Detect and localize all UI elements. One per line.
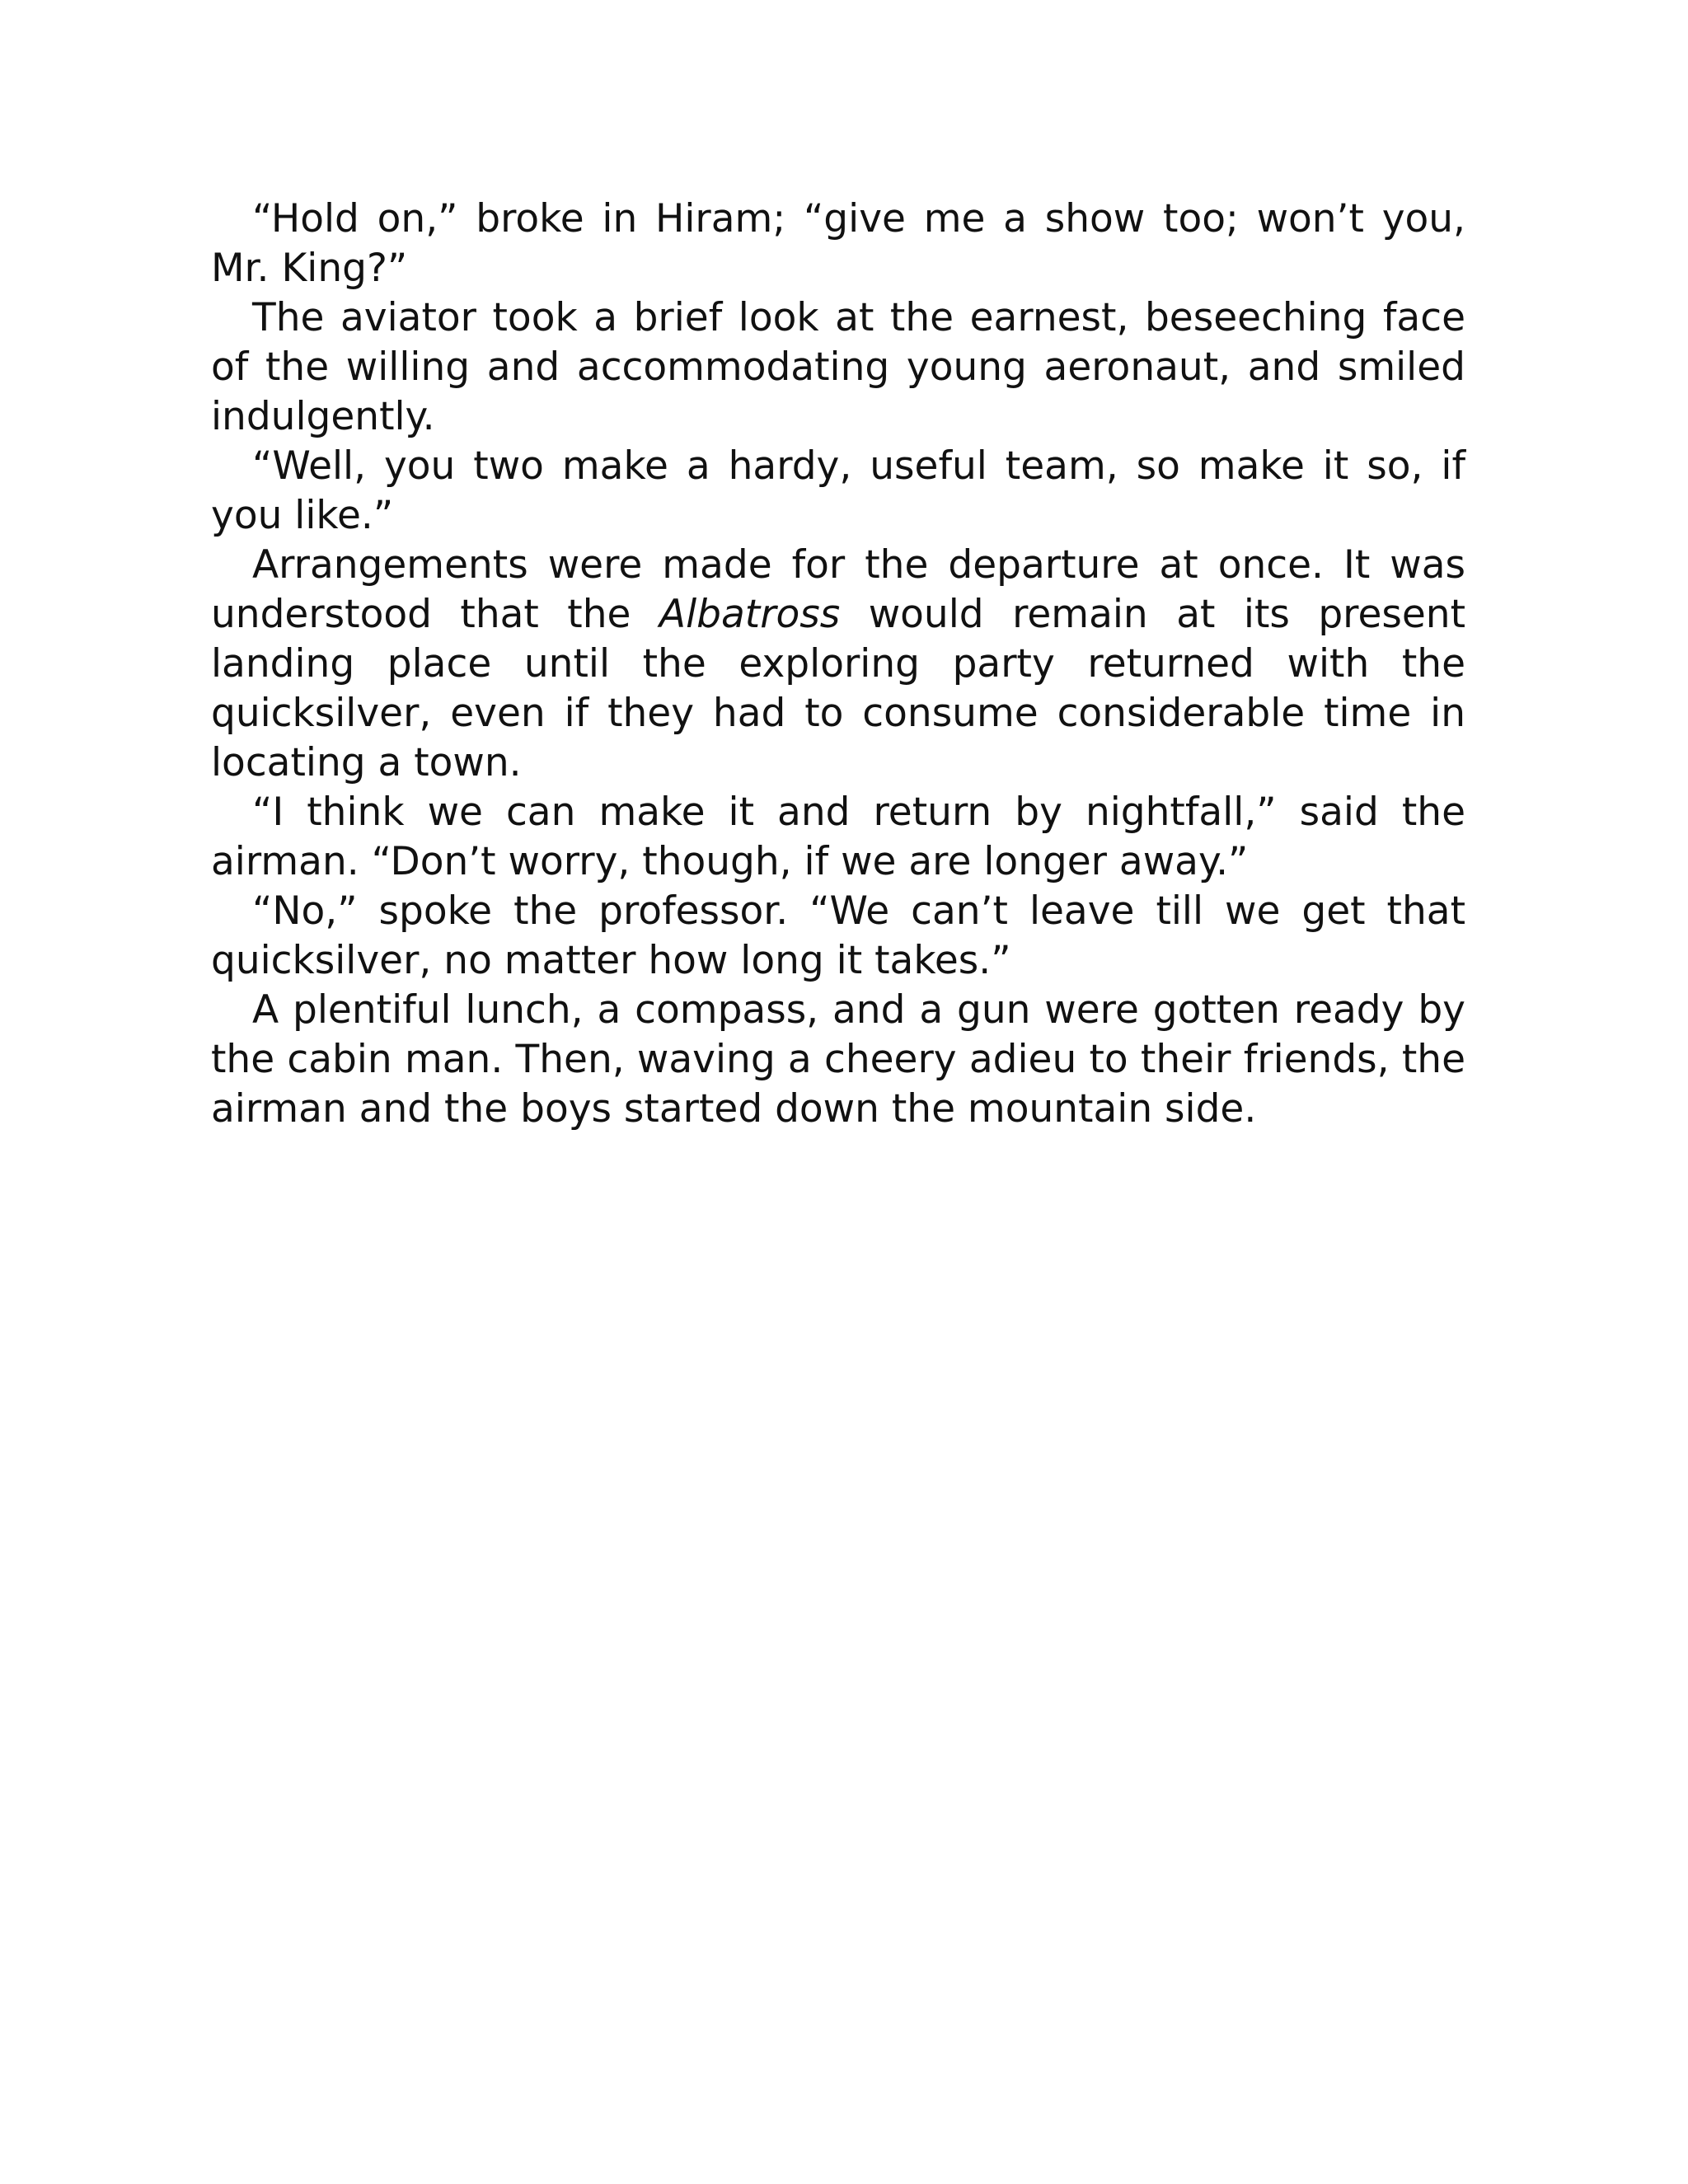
paragraph-text-segment: would remain at its present landing place until the exploring party returned with the quicksilver, even if they had to consume considerable time in locating a town. — [211, 592, 1466, 785]
paragraph-professor: “No,” spoke the professor. “We can’t leave till we get that quicksilver, no matter how long it takes.” — [211, 888, 1465, 983]
paragraph-text-segment: Arrangements were made for the departure at once. It was understood that the — [211, 542, 1465, 637]
paragraph-hardy-team: “Well, you two make a hardy, useful team, so make it so, if you like.” — [211, 443, 1465, 538]
paragraph-departure: A plentiful lunch, a compass, and a gun were gotten ready by the cabin man. Then, waving a cheery adieu to their friends, the airman and the boys started down the mountain side. — [211, 987, 1465, 1132]
paragraph-nightfall: “I think we can make it and return by nightfall,” said the airman. “Don’t worry, though, if we are longer away.” — [211, 790, 1465, 884]
paragraph-arrangements — [211, 541, 1465, 788]
paragraph-aviator-smiles: The aviator took a brief look at the earnest, beseeching face of the willing and accommodating young aeronaut, and smiled indulgently. — [211, 295, 1465, 439]
page-body — [211, 194, 1465, 1134]
paragraph-hiram-request: “Hold on,” broke in Hiram; “give me a show too; won’t you, Mr. King?” — [211, 196, 1465, 291]
ship-name: Albatross — [659, 592, 841, 637]
